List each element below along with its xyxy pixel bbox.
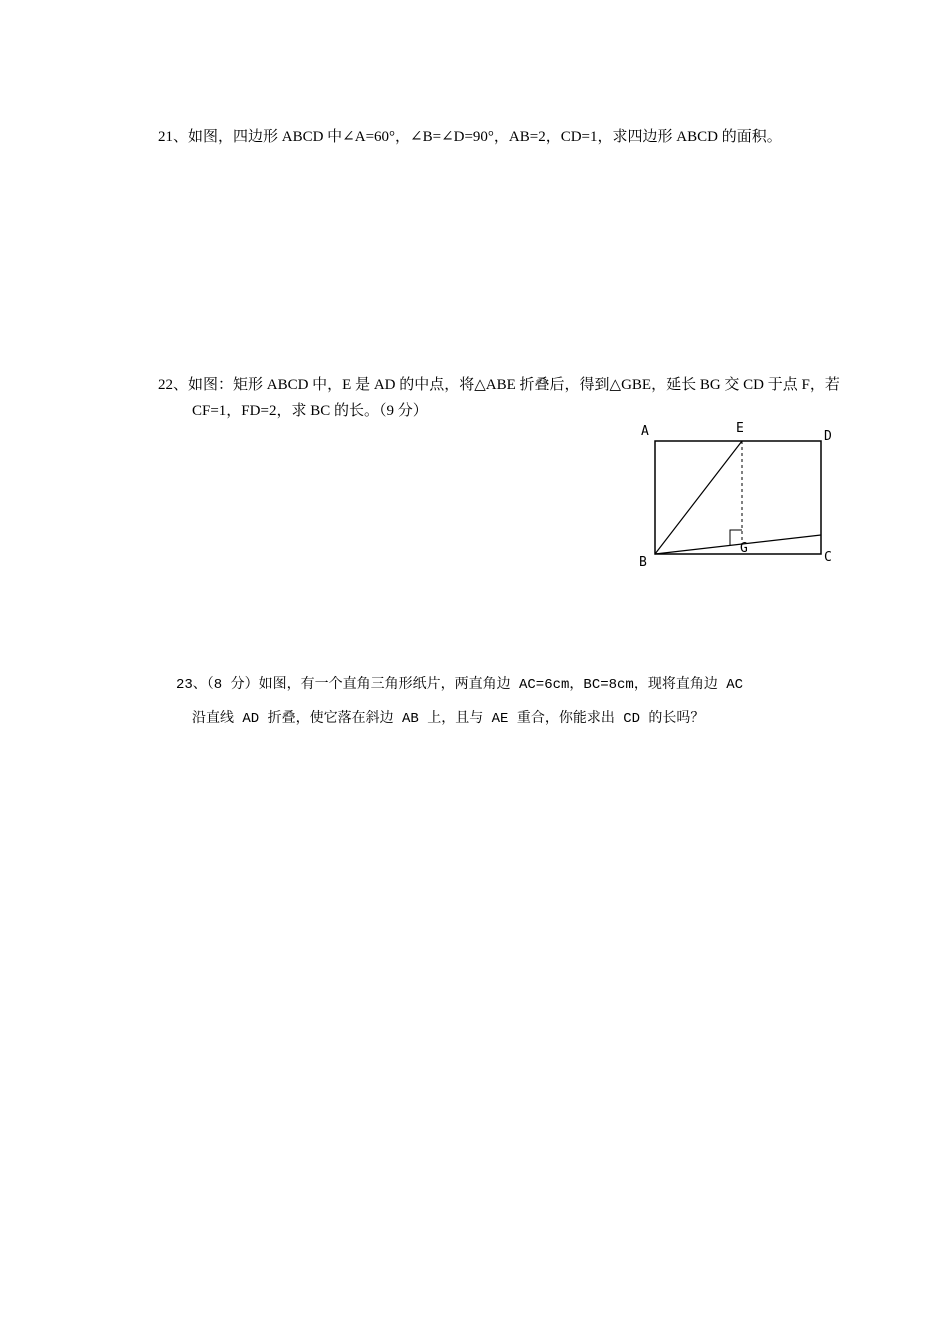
label-d: D: [824, 429, 832, 444]
label-g: G: [740, 541, 748, 556]
question-23-line-2: 沿直线 AD 折叠，使它落在斜边 AB 上，且与 AE 重合，你能求出 CD 的长吗？: [192, 711, 705, 727]
question-22-line-1: 22、如图：矩形 ABCD 中，E 是 AD 的中点，将△ABE 折叠后，得到△GBE，延长 BG 交 CD 于点 F，若: [158, 377, 840, 393]
rectangle-abcd: [655, 441, 821, 554]
label-a: A: [641, 424, 649, 439]
question-23-line-1: 23、（8 分）如图，有一个直角三角形纸片，两直角边 AC=6cm，BC=8cm，现将直角边 AC: [176, 677, 744, 693]
segment-bf: [655, 535, 821, 554]
label-e: E: [736, 421, 744, 436]
segment-be: [655, 441, 742, 554]
label-c: C: [824, 550, 832, 565]
question-22-line-2: CF=1，FD=2，求 BC 的长。（9 分）: [192, 403, 428, 419]
label-b: B: [639, 555, 647, 570]
question-22-figure: [630, 415, 850, 575]
question-21: 21、如图，四边形 ABCD 中∠A=60°，∠B=∠D=90°，AB=2，CD=1，求四边形 ABCD 的面积。: [158, 129, 782, 145]
